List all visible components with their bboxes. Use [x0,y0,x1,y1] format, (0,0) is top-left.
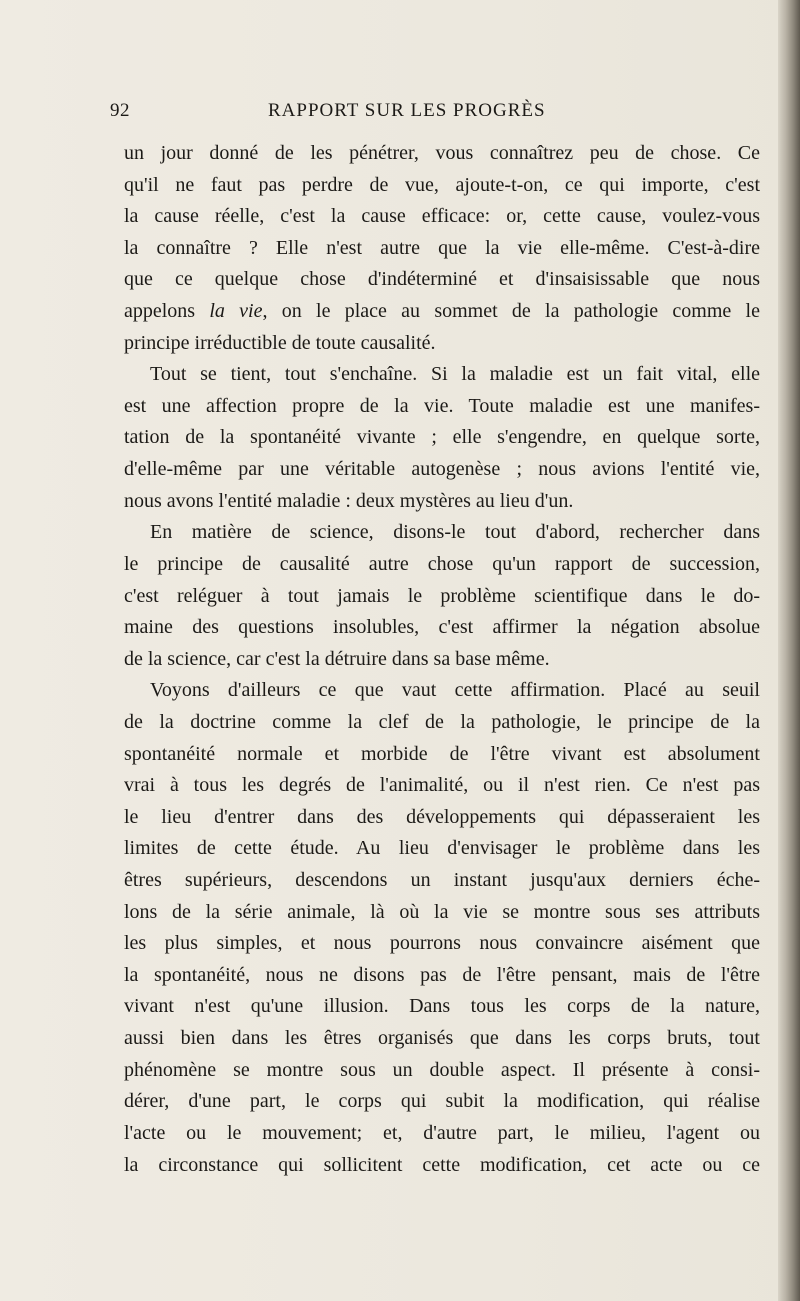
text-line: les plus simples, et nous pourrons nous convaincre aisément que [124,932,760,955]
text-line: que ce quelque chose d'indéterminé et d'insaisissable que nous [124,268,760,291]
text-line: phénomène se montre sous un double aspect. Il présente à consi- [124,1058,760,1081]
text-line: principe irréductible de toute causalité. [124,331,436,354]
text-line: appelons la vie, on le place au sommet de la pathologie comme le [124,300,760,323]
text-line: la connaître ? Elle n'est autre que la vie elle-même. C'est-à-dire [124,236,760,259]
text-line: la spontanéité, nous ne disons pas de l'être pensant, mais de l'être [124,963,760,986]
text-line: c'est reléguer à tout jamais le problème scientifique dans le do- [124,584,760,607]
text-line: le principe de causalité autre chose qu'un rapport de succession, [124,552,760,575]
text-line: En matière de science, disons-le tout d'abord, rechercher dans [150,521,760,544]
text-line: êtres supérieurs, descendons un instant jusqu'aux derniers éche- [124,869,760,892]
page-number: 92 [110,100,130,121]
text-line: dérer, d'une part, le corps qui subit la modification, qui réalise [124,1090,760,1113]
text-line: aussi bien dans les êtres organisés que dans les corps bruts, tout [124,1027,760,1050]
text-line: d'elle-même par une véritable autogenèse ; nous avions l'entité vie, [124,458,760,481]
text-line: nous avons l'entité maladie : deux mystères au lieu d'un. [124,489,574,512]
text-line: qu'il ne faut pas perdre de vue, ajoute-t-on, ce qui importe, c'est [124,173,760,196]
text-line: de la doctrine comme la clef de la pathologie, le principe de la [124,710,760,733]
text-line: de la science, car c'est la détruire dans sa base même. [124,647,550,670]
running-head [0,100,800,130]
text-line: Tout se tient, tout s'enchaîne. Si la maladie est un fait vital, elle [150,363,760,386]
text-line: est une affection propre de la vie. Toute maladie est une manifes- [124,394,760,417]
text-line: vrai à tous les degrés de l'animalité, ou il n'est rien. Ce n'est pas [124,774,760,797]
text-line: Voyons d'ailleurs ce que vaut cette affirmation. Placé au seuil [150,679,760,702]
text-line: tation de la spontanéité vivante ; elle s'engendre, en quelque sorte, [124,426,760,449]
text-line: lons de la série animale, là où la vie se montre sous ses attributs [124,900,760,923]
text-line: spontanéité normale et morbide de l'être vivant est absolument [124,742,760,765]
text-line: le lieu d'entrer dans des développements qui dépasseraient les [124,805,760,828]
body-text [124,138,760,1181]
text-line: limites de cette étude. Au lieu d'envisager le problème dans les [124,837,760,860]
text-line: la circonstance qui sollicitent cette modification, cet acte ou ce [124,1153,760,1176]
scan-edge-shadow [778,0,800,1301]
text-line: vivant n'est qu'une illusion. Dans tous les corps de la nature, [124,995,760,1018]
text-line: maine des questions insolubles, c'est affirmer la négation absolue [124,616,760,639]
running-title: RAPPORT SUR LES PROGRÈS [268,100,546,121]
text-line: l'acte ou le mouvement; et, d'autre part, le milieu, l'agent ou [124,1121,760,1144]
text-line: la cause réelle, c'est la cause efficace: or, cette cause, voulez-vous [124,205,760,228]
text-line: un jour donné de les pénétrer, vous connaîtrez peu de chose. Ce [124,142,760,164]
